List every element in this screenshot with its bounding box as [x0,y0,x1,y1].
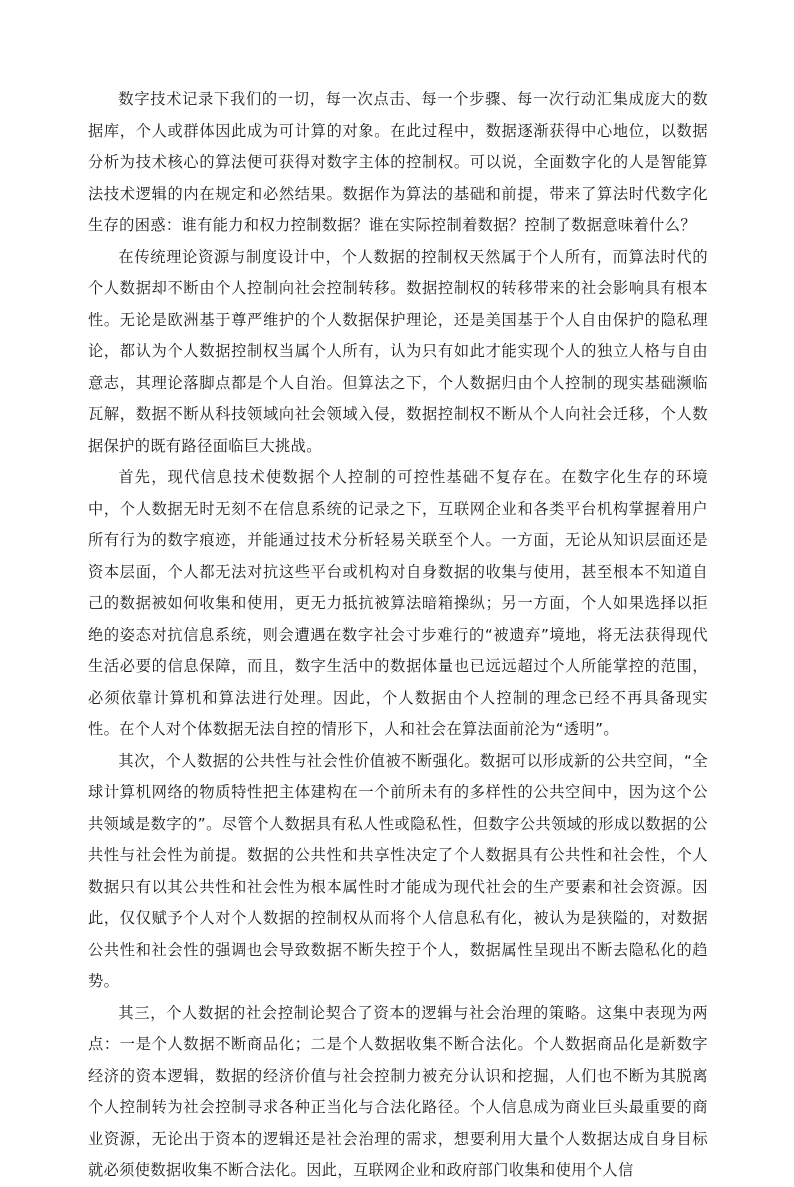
paragraph-4: 其次，个人数据的公共性与社会性价值被不断强化。数据可以形成新的公共空间，“全球计算机网络的物质特性把主体建构在一个前所未有的多样性的公共空间中，因为这个公共领域是数字的”。尽管个人数据具有私人性或隐私性，但数字公共领域的形成以数据的公共性与社会性为前提。数据的公共性和共享性决定了个人数据具有公共性和社会性，个人数据只有以其公共性和社会性为根本属性时才能成为现代社会的生产要素和社会资源。因此，仅仅赋予个人对个人数据的控制权从而将个人信息私有化，被认为是狭隘的，对数据公共性和社会性的强调也会导致数据不断失控于个人，数据属性呈现出不断去隐私化的趋势。 [88,751,708,990]
paragraph-5: 其三，个人数据的社会控制论契合了资本的逻辑与社会治理的策略。这集中表现为两点：一是个人数据不断商品化；二是个人数据收集不断合法化。个人数据商品化是新数字经济的资本逻辑，数据的经济价值与社会控制力被充分认识和挖掘，人们也不断为其脱离个人控制转为社会控制寻求各种正当化与合法化路径。个人信息成为商业巨头最重要的商业资源，无论出于资本的逻辑还是社会治理的需求，想要利用大量个人数据达成自身目标就必须使数据收集不断合法化。因此，互联网企业和政府部门收集和使用个人信 [88,1003,708,1179]
document-body [88,84,708,1187]
paragraph-2: 在传统理论资源与制度设计中，个人数据的控制权天然属于个人所有，而算法时代的个人数据却不断由个人控制向社会控制转移。数据控制权的转移带来的社会影响具有根本性。无论是欧洲基于尊严维护的个人数据保护理论，还是美国基于个人自由保护的隐私理论，都认为个人数据控制权当属个人所有，认为只有如此才能实现个人的独立人格与自由意志，其理论落脚点都是个人自治。但算法之下，个人数据归由个人控制的现实基础濒临瓦解，数据不断从科技领域向社会领域入侵，数据控制权不断从个人向社会迁移，个人数据保护的既有路径面临巨大挑战。 [88,247,708,455]
paragraph-1: 数字技术记录下我们的一切，每一次点击、每一个步骤、每一次行动汇集成庞大的数据库，个人或群体因此成为可计算的对象。在此过程中，数据逐渐获得中心地位，以数据分析为技术核心的算法便可获得对数字主体的控制权。可以说，全面数字化的人是智能算法技术逻辑的内在规定和必然结果。数据作为算法的基础和前提，带来了算法时代数字化生存的困惑：谁有能力和权力控制数据？谁在实际控制着数据？控制了数据意味着什么？ [88,90,708,234]
paragraph-3: 首先，现代信息技术使数据个人控制的可控性基础不复存在。在数字化生存的环境中，个人数据无时无刻不在信息系统的记录之下，互联网企业和各类平台机构掌握着用户所有行为的数字痕迹，并能通过技术分析轻易关联至个人。一方面，无论从知识层面还是资本层面，个人都无法对抗这些平台或机构对自身数据的收集与使用，甚至根本不知道自己的数据被如何收集和使用，更无力抵抗被算法暗箱操纵；另一方面，个人如果选择以拒绝的姿态对抗信息系统，则会遭遇在数字社会寸步难行的“被遗弃”境地，将无法获得现代生活必要的信息保障，而且，数字生活中的数据体量也已远远超过个人所能掌控的范围，必须依靠计算机和算法进行处理。因此，个人数据由个人控制的理念已经不再具备现实性。在个人对个体数据无法自控的情形下，人和社会在算法面前沦为“透明”。 [88,468,708,738]
